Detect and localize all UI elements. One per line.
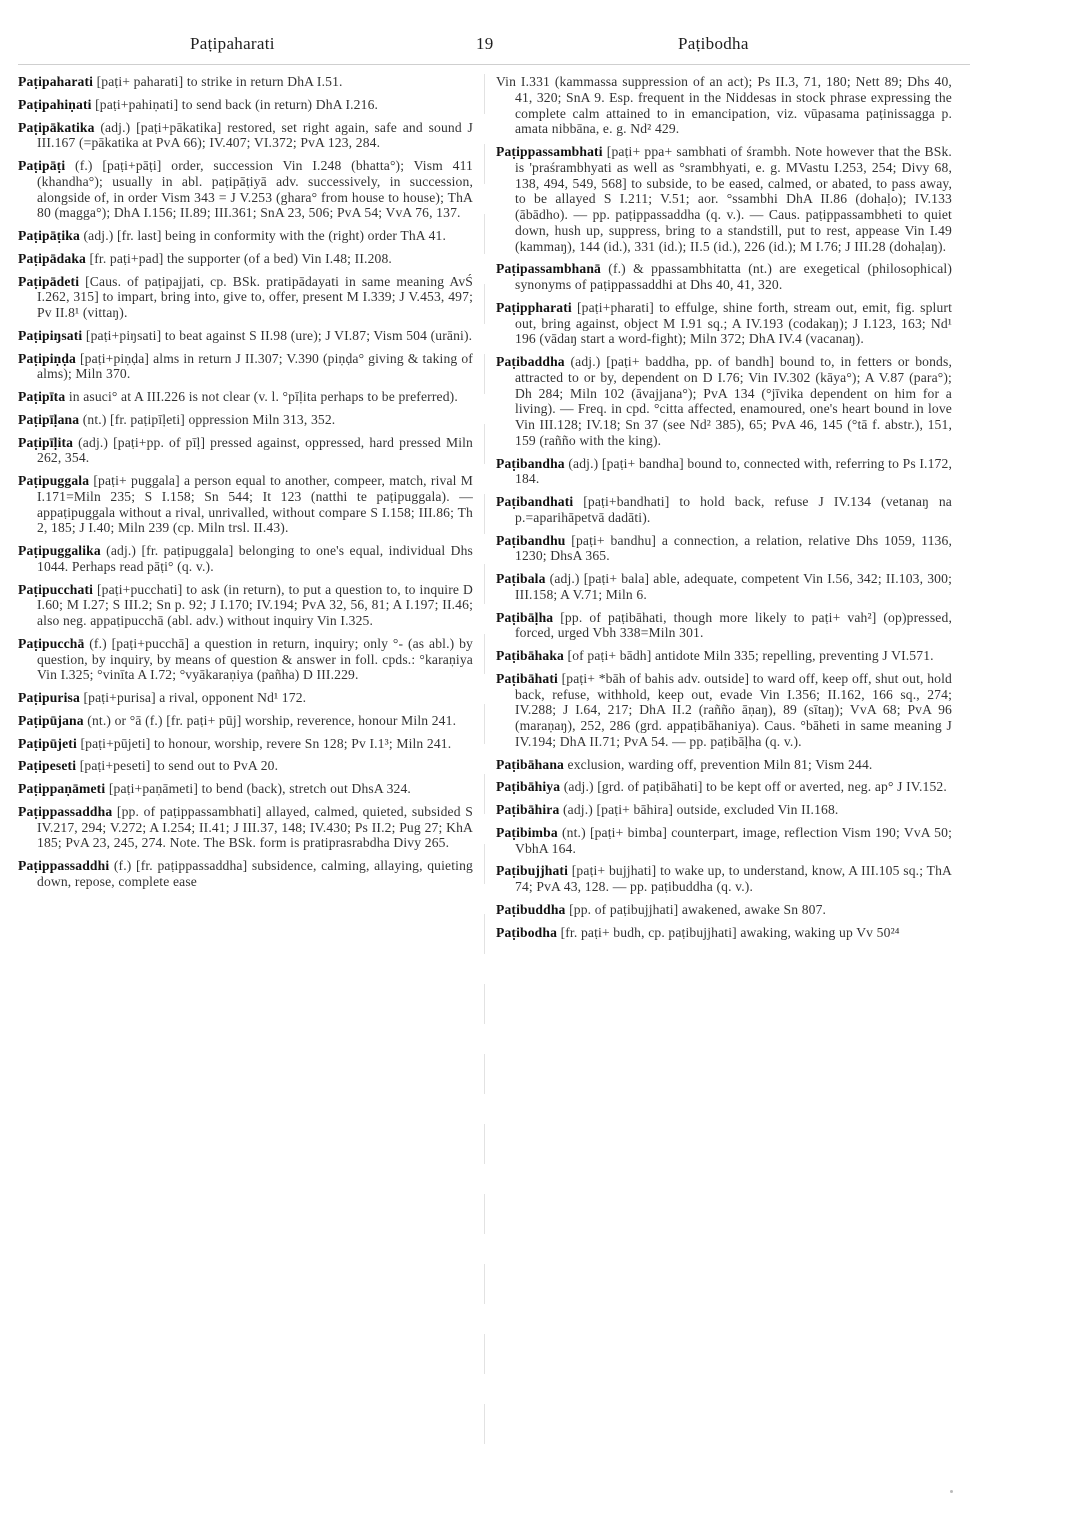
dictionary-entry [496, 925, 952, 941]
dictionary-entry [18, 120, 473, 152]
entry-headword: Paṭibujjhati [496, 863, 569, 879]
entry-headword: Paṭibuddha [496, 901, 566, 917]
print-speck [950, 1490, 953, 1493]
entry-definition: [paṭi+pharati] to effulge, shine forth, stream out, emit, fig. splurt out, bring against, object M I.91 sq.; A IV.193 (codakaŋ); J I.123, 163; Nd¹ 196 (vādaŋ start a word-fight); Miln 372; DhA IV.4 (vacanaŋ). [515, 299, 952, 347]
dictionary-entry [496, 144, 952, 254]
entry-headword: Paṭipucchati [18, 581, 94, 597]
entry-definition: (adj.) [paṭi+pākatika] restored, set right again, safe and sound J III.167 (=pākatika at PvA 66); IV.407; VI.372; PvA 123, 284. [37, 119, 473, 151]
entry-definition: Vin I.331 (kammassa suppression of an act); Ps II.3, 71, 180; Nett 89; Dhs 40, 41, 320; SnA 9. Esp. frequent in the Niddesas in stock phrase expressing the complete calm attained to in emancipation, viz. vūpasama paṭinissagga p. amata nibbāna, e. g. Nd² 429. [496, 74, 952, 137]
entry-definition: [paṭi+purisa] a rival, opponent Nd¹ 172. [79, 690, 307, 705]
left-column [18, 74, 473, 1466]
dictionary-entry [496, 671, 952, 750]
entry-definition: [paṭi+ bandhu] a connection, a relation, relative Dhs 1059, 1136, 1230; DhsA 365. [515, 532, 952, 564]
entry-headword: Paṭippaṇāmeti [18, 781, 106, 796]
dictionary-entry [18, 389, 473, 405]
entry-headword: Paṭipuggalika [18, 543, 101, 558]
entry-headword: Paṭipiṇḍa [18, 350, 77, 366]
entry-headword: Paṭibodha [496, 924, 558, 940]
entry-definition: (f.) [fr. paṭippassaddha] subsidence, calming, allaying, quieting down, repose, complete ease [37, 858, 473, 889]
entry-headword: Paṭippassambhati [496, 144, 603, 159]
entry-definition: [of paṭi+ bādh] antidote Miln 335; repelling, preventing J VI.571. [563, 648, 934, 663]
entry-definition: (adj.) [paṭi+ baddha, pp. of bandh] bound to, in fetters or bonds, attracted to or by, dependent on D I.76; Vin IV.302 (kāya°); A V.87 (para°); Dh 284; Miln 102 (āvajjana°); PvA 134 (°jīvika dependent on him for a living). — Freq. in cpd. °citta affected, enamoured, one's heart bound in love Vin III.128; IV.18; Sn 37 (see Nd² 385), 65; PvA 46, 145 (°tā f. abstr.), 151, 159 (rañño with the king). [515, 354, 952, 448]
dictionary-entry [18, 328, 473, 344]
dictionary-entry [496, 456, 952, 488]
dictionary-entry [496, 571, 952, 603]
entry-definition: (adj.) [paṭi+ bāhira] outside, excluded Vin II.168. [559, 802, 839, 817]
dictionary-entry [496, 354, 952, 449]
dictionary-entry [18, 690, 473, 706]
entry-headword: Paṭipādeti [18, 273, 80, 289]
entry-definition: [paṭi+piṇḍa] alms in return J II.307; V.390 (piṇḍa° giving & taking of alms); Miln 370. [37, 350, 473, 382]
header-rule [18, 64, 970, 65]
entry-definition: [pp. of paṭippassambhati] allayed, calmed, quieted, subsided S IV.217, 294; V.272; A I.254; II.41; J III.37, 148; IV.430; Ps II.2; Pug 27; KhA 185; PvA 23, 245, 274. Note. The BSk. form is pratiprasrabdha Divy 265. [37, 803, 473, 851]
dictionary-entry [18, 351, 473, 383]
entry-headword: Paṭibāhira [496, 802, 560, 817]
entry-definition: [paṭi+ *bāh of bahis adv. outside] to ward off, keep off, shut out, hold back, refuse, withhold, keep out, evade Vin I.356; II.162, 166 sq., 274; IV.288; J I.64, 217; DhA II.2 (rañño āṇaŋ), 89 (sītaŋ); VvA 68; PvA 96 (maraṇaŋ), 252, 286 (grd. appaṭibāhaniya). Caus. °bāheti in same meaning J IV.194; DhA II.71; PvA 54. — pp. paṭibāḷha (q. v.). [515, 670, 952, 749]
dictionary-entry [496, 648, 952, 664]
dictionary-entry [18, 543, 473, 575]
entry-headword: Paṭibimba [496, 824, 558, 840]
entry-definition: (f.) & ppassambhitatta (nt.) are exegetical (philosophical) synonyms of paṭippassaddhi at Dhs 40, 41, 320. [515, 261, 952, 292]
entry-headword: Paṭibaddha [496, 354, 565, 369]
entry-definition: (f.) [paṭi+pucchā] a question in return, inquiry; only °- (as abl.) by question, by inquiry, by means of question & answer in foll. cpds.: °karaṇiya Vin I.325; °vinīta A I.72; °vyākaraṇiya (pañha) D III.229. [37, 635, 473, 683]
entry-definition: [paṭi+ bujjhati] to wake up, to understand, know, A III.105 sq.; ThA 74; PvA 43, 128. — pp. paṭibuddha (q. v.). [515, 863, 952, 894]
dictionary-entry [18, 713, 473, 729]
entry-definition: [paṭi+pūjeti] to honour, worship, revere Sn 128; Pv I.1³; Miln 241. [76, 735, 452, 751]
page-number: 19 [476, 34, 494, 53]
entry-headword: Paṭibandhati [496, 494, 574, 509]
dictionary-entry [18, 473, 473, 536]
dictionary-entry [18, 781, 473, 797]
entry-headword: Paṭibāḷha [496, 609, 554, 625]
entry-definition: in asuci° at A III.226 is not clear (v. l. °pīḷita perhaps to be preferred). [65, 389, 458, 404]
entry-headword: Paṭibāhati [496, 670, 558, 686]
entry-headword: Paṭibandha [496, 455, 565, 471]
dictionary-entry [496, 825, 952, 857]
dictionary-entry [496, 494, 952, 526]
entry-definition: exclusion, warding off, prevention Miln 81; Vism 244. [563, 756, 873, 772]
entry-definition: (adj.) [paṭi+ bala] able, adequate, competent Vin I.56, 342; II.103, 300; III.158; A V.71; Miln 6. [515, 571, 952, 602]
dictionary-entry [18, 412, 473, 428]
entry-headword: Paṭipuggala [18, 473, 90, 488]
entry-definition: [paṭi+ puggala] a person equal to another, compeer, match, rival M I.171=Miln 235; S I.158; Sn 544; It 123 (natthi te paṭipuggala). — appaṭipuggala without a rival, unrivalled, without compare S I.158; III.86; Th 2, 185; J I.40; Miln 239 (cp. Miln trsl. II.43). [37, 473, 473, 536]
dictionary-entry [496, 300, 952, 347]
dictionary-entry [18, 251, 473, 267]
dictionary-entry [18, 158, 473, 221]
entry-headword: Paṭipīḷita [18, 434, 74, 450]
dictionary-entry [496, 74, 952, 137]
entry-headword: Paṭipīta [18, 389, 66, 404]
dictionary-entry [18, 858, 473, 890]
entry-definition: [paṭi+peseti] to send out to PvA 20. [76, 758, 279, 774]
entry-definition: (adj.) [fr. paṭipuggala] belonging to one's equal, individual Dhs 1044. Perhaps read pāṭi° (q. v.). [37, 543, 473, 574]
dictionary-entry [18, 804, 473, 851]
entry-headword: Paṭibāhana [496, 756, 564, 772]
column-divider [484, 74, 485, 1454]
running-head [0, 34, 1073, 60]
dictionary-entry [496, 757, 952, 773]
entry-headword: Paṭipaharati [18, 74, 94, 89]
entry-headword: Paṭipeseti [18, 758, 77, 774]
dictionary-entry [18, 274, 473, 321]
entry-definition: [paṭi+bandhati] to hold back, refuse J IV.134 (vetanaŋ na p.=aparihāpetvā dadāti). [515, 494, 952, 525]
entry-definition: [paṭi+pucchati] to ask (in return), to put a question to, to inquire D I.60; M I.27; S III.2; Sn p. 92; J I.170; IV.194; PvA 32, 56, 81; A I.197; II.46; also neg. appaṭipucchā (abl. adv.) without inquiry Vin I.325. [37, 581, 473, 628]
entry-definition: [paṭi+piŋsati] to beat against S II.98 (ure); J VI.87; Vism 504 (urāni). [82, 327, 473, 343]
entry-headword: Paṭibala [496, 571, 546, 586]
dictionary-entry [18, 582, 473, 629]
entry-definition: [Caus. of paṭipajjati, cp. BSk. pratipādayati in same meaning AvŚ I.262, 315] to impart, bring into, give to, offer, present M I.339; J V.453, 497; Pv II.8¹ (vittaŋ). [37, 273, 473, 320]
entry-definition: (nt.) [fr. paṭipīḷeti] oppression Miln 313, 352. [79, 411, 336, 427]
dictionary-entry [18, 758, 473, 774]
dictionary-entry [18, 74, 473, 90]
entry-definition: (nt.) or °ā (f.) [fr. paṭi+ pūj] worship, reverence, honour Miln 241. [83, 712, 457, 728]
entry-headword: Paṭipassambhanā [496, 261, 601, 277]
entry-definition: (adj.) [grd. of paṭibāhati] to be kept off or averted, neg. ap° J IV.152. [560, 779, 947, 795]
entry-definition: (adj.) [fr. last] being in conformity with the (right) order ThA 41. [79, 228, 447, 243]
entry-headword: Paṭipāṭika [18, 228, 80, 243]
dictionary-entry [496, 902, 952, 918]
entry-headword: Paṭipiŋsati [18, 327, 83, 343]
dictionary-entry [496, 261, 952, 293]
dictionary-entry [496, 610, 952, 642]
running-head-right: Paṭibodha [678, 34, 749, 53]
entry-definition: [paṭi+pahiṇati] to send back (in return) DhA I.216. [91, 96, 379, 112]
entry-definition: (adj.) [paṭi+ bandha] bound to, connected with, referring to Ps I.172, 184. [515, 455, 952, 487]
entry-headword: Paṭipahiṇati [18, 96, 92, 112]
entry-headword: Paṭibāhiya [496, 779, 561, 795]
dictionary-entry [18, 736, 473, 752]
entry-headword: Paṭibandhu [496, 532, 566, 548]
dictionary-entry [18, 228, 473, 244]
entry-headword: Paṭipūjeti [18, 735, 77, 751]
entry-headword: Paṭipīḷana [18, 411, 80, 427]
entry-headword: Paṭipurisa [18, 690, 80, 705]
entry-headword: Paṭipūjana [18, 712, 84, 728]
running-head-left: Paṭipaharati [190, 34, 275, 53]
dictionary-entry [18, 97, 473, 113]
entry-definition: [pp. of paṭibāhati, though more likely to paṭi+ vah²] (op)pressed, forced, urged Vbh 338=Miln 301. [515, 609, 952, 641]
entry-headword: Paṭibāhaka [496, 648, 564, 663]
entry-definition: [pp. of paṭibujjhati] awakened, awake Sn 807. [565, 901, 827, 917]
dictionary-entry [18, 636, 473, 683]
dictionary-entry [496, 863, 952, 895]
entry-headword: Paṭipādaka [18, 250, 86, 266]
entry-definition: [paṭi+ paharati] to strike in return DhA I.51. [93, 74, 343, 89]
entry-headword: Paṭipāṭi [18, 158, 66, 173]
dictionary-entry [18, 435, 473, 467]
entry-definition: (adj.) [paṭi+pp. of pīḷ] pressed against, oppressed, hard pressed Miln 262, 354. [37, 434, 473, 466]
entry-definition: (nt.) [paṭi+ bimba] counterpart, image, reflection Vism 190; VvA 50; VbhA 164. [515, 824, 952, 856]
entry-headword: Paṭippharati [496, 299, 572, 315]
entry-definition: [fr. paṭi+pad] the supporter (of a bed) Vin I.48; II.208. [85, 250, 392, 266]
dictionary-entry [496, 802, 952, 818]
dictionary-entry [496, 779, 952, 795]
dictionary-entry [496, 533, 952, 565]
entry-definition: [paṭi+ ppa+ sambhati of śrambh. Note however that the BSk. is 'praśrambhyati as well as °srambhyati, e. g. MVastu I.253, 254; Divy 68, 138, 494, 549, 568] to subside, to be eased, calmed, or abated, to pass away, to be allayed S I.211; V.51; aor. °ssambhi DhA II.86 (dohaḷo); IV.133 (ābādho). — pp. paṭippassaddha (q. v.). — Caus. paṭippassambheti to quiet down, hush up, suppress, bring to a standstill, put to rest, appease Vin I.49 (kammaŋ), 144 (id.), 331 (id.); II.5 (id.), 226 (id.); M I.76; J III.28 (dohaḷaŋ). [515, 144, 952, 254]
right-column [496, 74, 952, 1394]
entry-definition: [paṭi+paṇāmeti] to bend (back), stretch out DhsA 324. [105, 781, 411, 796]
entry-headword: Paṭippassaddha [18, 803, 113, 819]
entry-headword: Paṭippassaddhi [18, 858, 110, 873]
entry-definition: (f.) [paṭi+pāṭi] order, succession Vin I.248 (bhatta°); Vism 411 (khandha°); usually in abl. paṭipāṭiyā adv. successively, in succession, alongside of, in order Vism 343 = J V.253 (ghara° from house to house); ThA 80 (magga°); DhA I.156; II.89; III.361; SnA 23, 506; PvA 54; VvA 76, 137. [37, 158, 473, 221]
entry-headword: Paṭipākatika [18, 119, 95, 135]
entry-headword: Paṭipucchā [18, 635, 85, 651]
entry-definition: [fr. paṭi+ budh, cp. paṭibujjhati] awaking, waking up Vv 50²⁴ [557, 924, 900, 940]
